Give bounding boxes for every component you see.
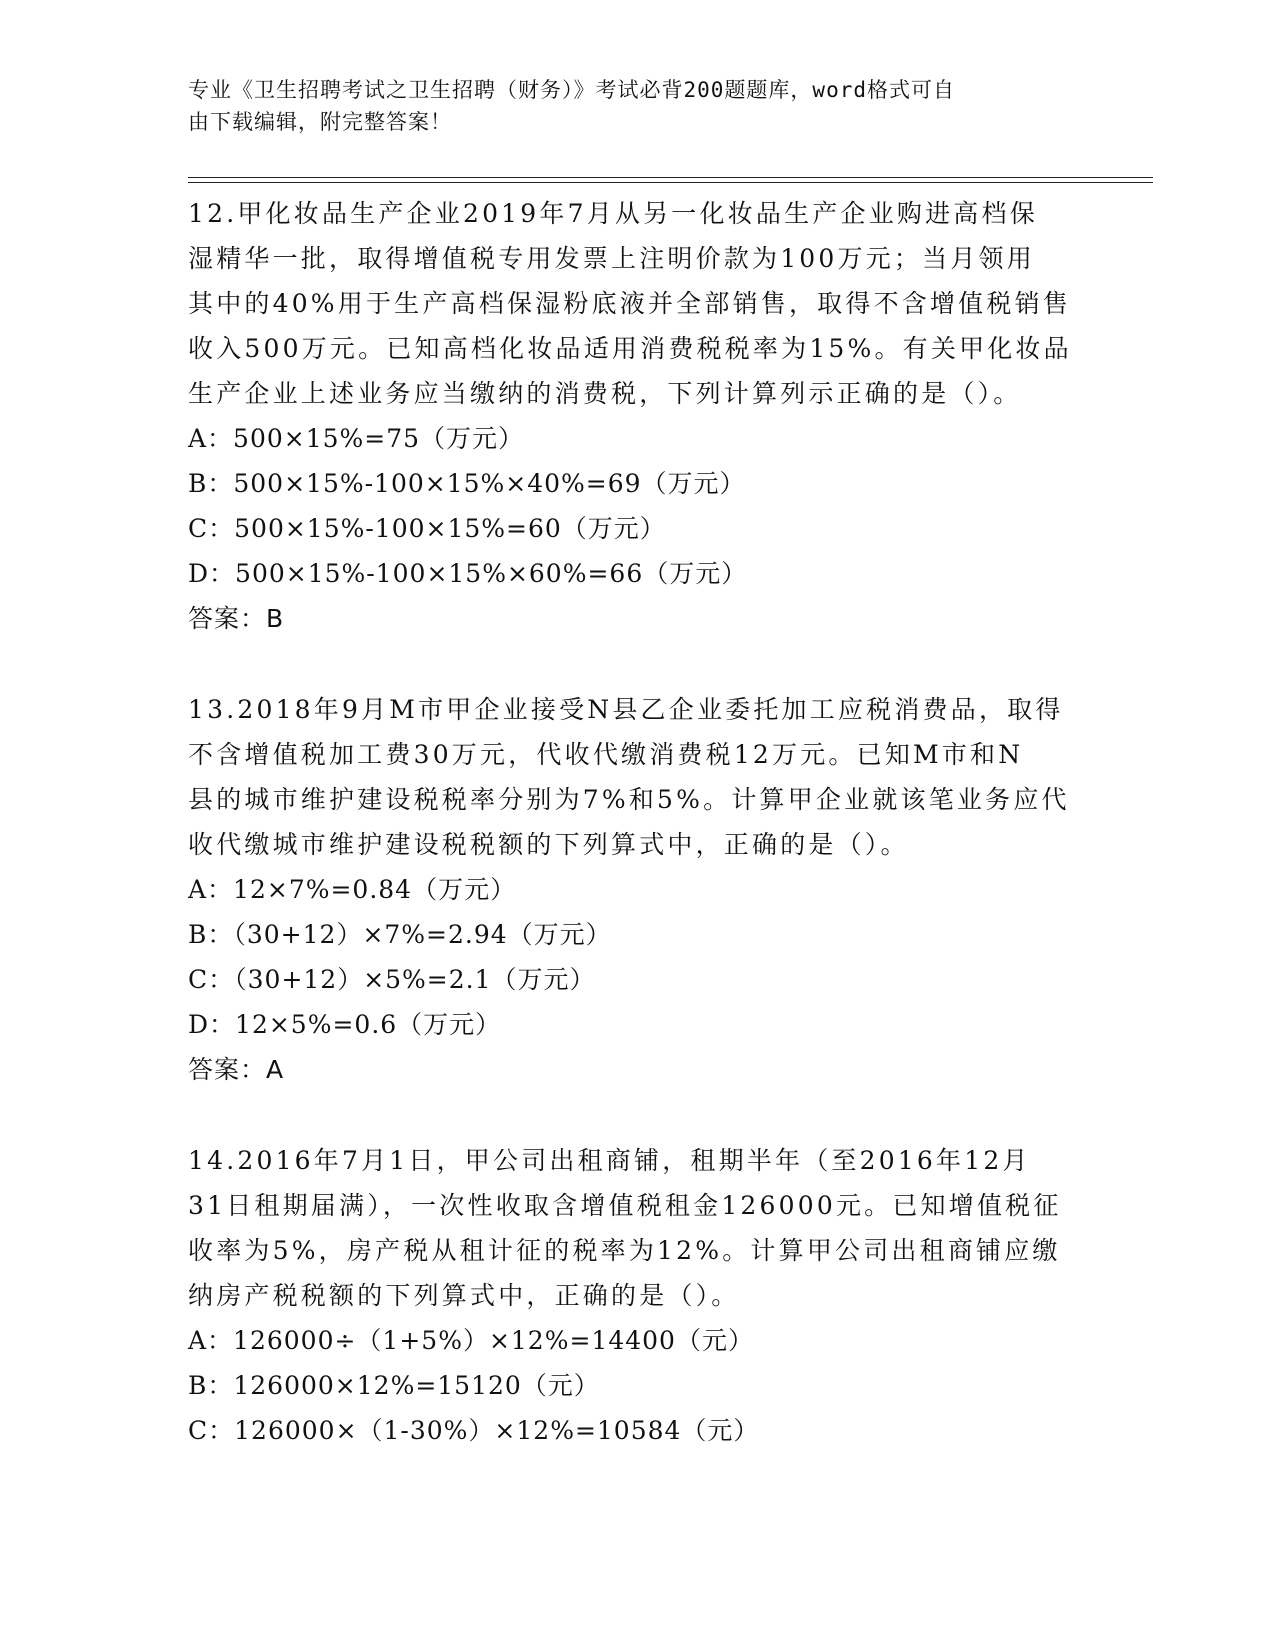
option-c: C：（30+12）×5%=2.1（万元） xyxy=(188,965,596,994)
question-stem-line: 13.2018年9月M市甲企业接受N县乙企业委托加工应税消费品，取得 xyxy=(188,695,1064,724)
option-b: B：500×15%-100×15%×40%=69（万元） xyxy=(188,469,746,498)
question-stem-line: 收代缴城市维护建设税税额的下列算式中，正确的是（）。 xyxy=(188,830,909,859)
question-stem-line: 生产企业上述业务应当缴纳的消费税，下列计算列示正确的是（）。 xyxy=(188,379,1022,408)
question-13 xyxy=(188,687,1088,1092)
answer-label: 答案：B xyxy=(188,604,285,633)
document-header xyxy=(188,74,1068,138)
question-stem-line: 14.2016年7月1日，甲公司出租商铺，租期半年（至2016年12月 xyxy=(188,1146,1031,1175)
option-a: A：500×15%=75（万元） xyxy=(188,424,525,453)
option-c: C：126000×（1-30%）×12%=10584（元） xyxy=(188,1416,760,1445)
question-14 xyxy=(188,1138,1088,1453)
header-line-2: 由下载编辑，附完整答案！ xyxy=(188,110,452,134)
question-stem-line: 纳房产税税额的下列算式中，正确的是（）。 xyxy=(188,1281,740,1310)
option-a: A：12×7%=0.84（万元） xyxy=(188,875,517,904)
question-stem-line: 县的城市维护建设税税率分别为7%和5%。计算甲企业就该笔业务应代 xyxy=(188,785,1070,814)
question-stem-line: 收入500万元。已知高档化妆品适用消费税税率为15%。有关甲化妆品 xyxy=(188,334,1072,363)
option-c: C：500×15%-100×15%=60（万元） xyxy=(188,514,666,543)
question-list xyxy=(188,191,1088,1453)
header-rule-bottom xyxy=(188,182,1153,183)
question-stem-line: 收率为5%，房产税从租计征的税率为12%。计算甲公司出租商铺应缴 xyxy=(188,1236,1061,1265)
option-d: D：500×15%-100×15%×60%=66（万元） xyxy=(188,559,748,588)
answer-label: 答案：A xyxy=(188,1055,285,1084)
option-d: D：12×5%=0.6（万元） xyxy=(188,1010,502,1039)
question-stem-line: 湿精华一批，取得增值税专用发票上注明价款为100万元；当月领用 xyxy=(188,244,1035,273)
question-stem-line: 12.甲化妆品生产企业2019年7月从另一化妆品生产企业购进高档保 xyxy=(188,199,1038,228)
option-a: A：126000÷（1+5%）×12%=14400（元） xyxy=(188,1326,754,1355)
question-stem-line: 31日租期届满），一次性收取含增值税租金126000元。已知增值税征 xyxy=(188,1191,1062,1220)
question-stem-line: 其中的40%用于生产高档保湿粉底液并全部销售，取得不含增值税销售 xyxy=(188,289,1071,318)
question-spacer xyxy=(188,641,1088,687)
question-12 xyxy=(188,191,1088,641)
question-spacer xyxy=(188,1092,1088,1138)
option-b: B：（30+12）×7%=2.94（万元） xyxy=(188,920,612,949)
option-b: B：126000×12%=15120（元） xyxy=(188,1371,600,1400)
header-rule-top xyxy=(188,177,1153,178)
header-line-1: 专业《卫生招聘考试之卫生招聘（财务）》考试必背200题题库，word格式可自 xyxy=(188,78,955,102)
question-stem-line: 不含增值税加工费30万元，代收代缴消费税12万元。已知M市和N xyxy=(188,740,1024,769)
